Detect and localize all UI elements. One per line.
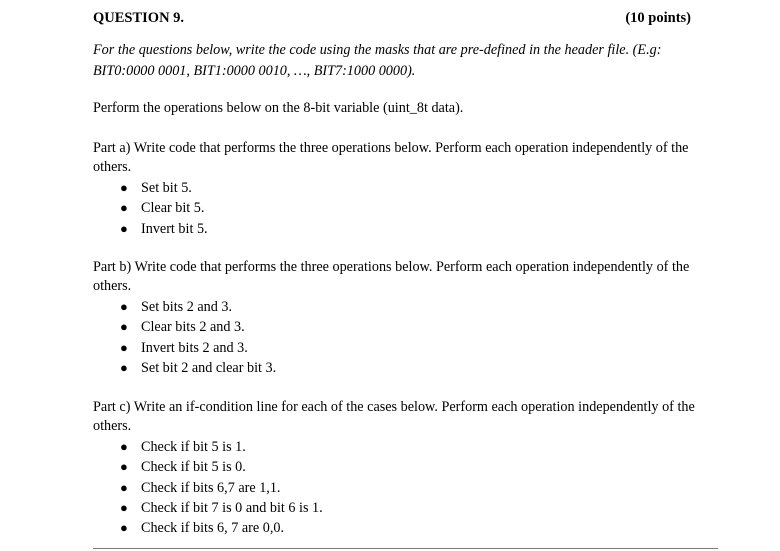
list-item: [93, 297, 718, 317]
list-item-text: Clear bits 2 and 3.: [141, 319, 245, 336]
bullet-icon: ●: [120, 299, 128, 314]
part-a: [93, 139, 718, 239]
description-line: others.: [93, 418, 132, 434]
description-line: Part c) Write an if-condition line for each of the cases below. Perform each operation independently of the: [93, 399, 695, 415]
bullet-icon: ●: [120, 200, 128, 216]
list-item-text: Check if bits 6,7 are 1,1.: [141, 479, 281, 496]
list-item: [93, 178, 718, 198]
variable-statement: Perform the operations below on the 8-bit variable (uint_8t data).: [93, 100, 464, 116]
bottom-divider: [93, 548, 718, 549]
list-item-text: Check if bit 7 is 0 and bit 6 is 1.: [141, 499, 323, 516]
part-b-list: [93, 297, 718, 378]
bullet-icon: ●: [120, 439, 128, 454]
part-a-description: [93, 139, 718, 177]
part-b-description: [93, 258, 718, 296]
bullet-icon: ●: [120, 520, 128, 536]
list-item-text: Invert bit 5.: [141, 220, 208, 237]
question-number: QUESTION 9.: [93, 10, 185, 26]
description-line: others.: [93, 278, 132, 294]
list-item-text: Set bits 2 and 3.: [141, 299, 233, 315]
instructions-line: For the questions below, write the code using the masks that are pre-defined in the header file. (E.g:: [93, 42, 662, 58]
list-item-text: Invert bits 2 and 3.: [141, 339, 248, 356]
part-a-list: [93, 178, 718, 239]
part-c: [93, 398, 718, 538]
description-line: Part b) Write code that performs the three operations below. Perform each operation independently of the: [93, 259, 690, 275]
list-item: [93, 317, 718, 337]
list-item: [93, 358, 718, 378]
instructions-line: BIT0:0000 0001, BIT1:0000 0010, …, BIT7:1000 0000).: [93, 63, 416, 79]
part-c-list: [93, 437, 718, 538]
bullet-icon: ●: [120, 339, 128, 355]
bullet-icon: ●: [120, 499, 128, 515]
list-item-text: Clear bit 5.: [141, 200, 205, 217]
list-item: [93, 338, 718, 358]
list-item: [93, 198, 718, 218]
list-item: [93, 219, 718, 239]
list-item-text: Check if bit 5 is 1.: [141, 439, 246, 455]
list-item-text: Set bit 5.: [141, 180, 192, 196]
bullet-icon: ●: [120, 180, 128, 195]
list-item: [93, 478, 718, 498]
list-item: [93, 498, 718, 518]
instructions-paragraph: [93, 40, 713, 82]
document-page: [93, 0, 718, 551]
list-item-text: Check if bits 6, 7 are 0,0.: [141, 520, 285, 537]
question-points: (10 points): [625, 10, 691, 26]
description-line: others.: [93, 159, 132, 175]
bullet-icon: ●: [120, 220, 128, 236]
bullet-icon: ●: [120, 479, 128, 495]
list-item-text: Set bit 2 and clear bit 3.: [141, 359, 277, 376]
part-c-description: [93, 398, 718, 436]
list-item: [93, 518, 718, 538]
bullet-icon: ●: [120, 359, 128, 375]
description-line: Part a) Write code that performs the three operations below. Perform each operation independently of the: [93, 140, 689, 156]
part-b: [93, 258, 718, 378]
bullet-icon: ●: [120, 459, 128, 475]
bullet-icon: ●: [120, 319, 128, 335]
list-item: [93, 457, 718, 477]
list-item-text: Check if bit 5 is 0.: [141, 459, 246, 476]
list-item: [93, 437, 718, 457]
